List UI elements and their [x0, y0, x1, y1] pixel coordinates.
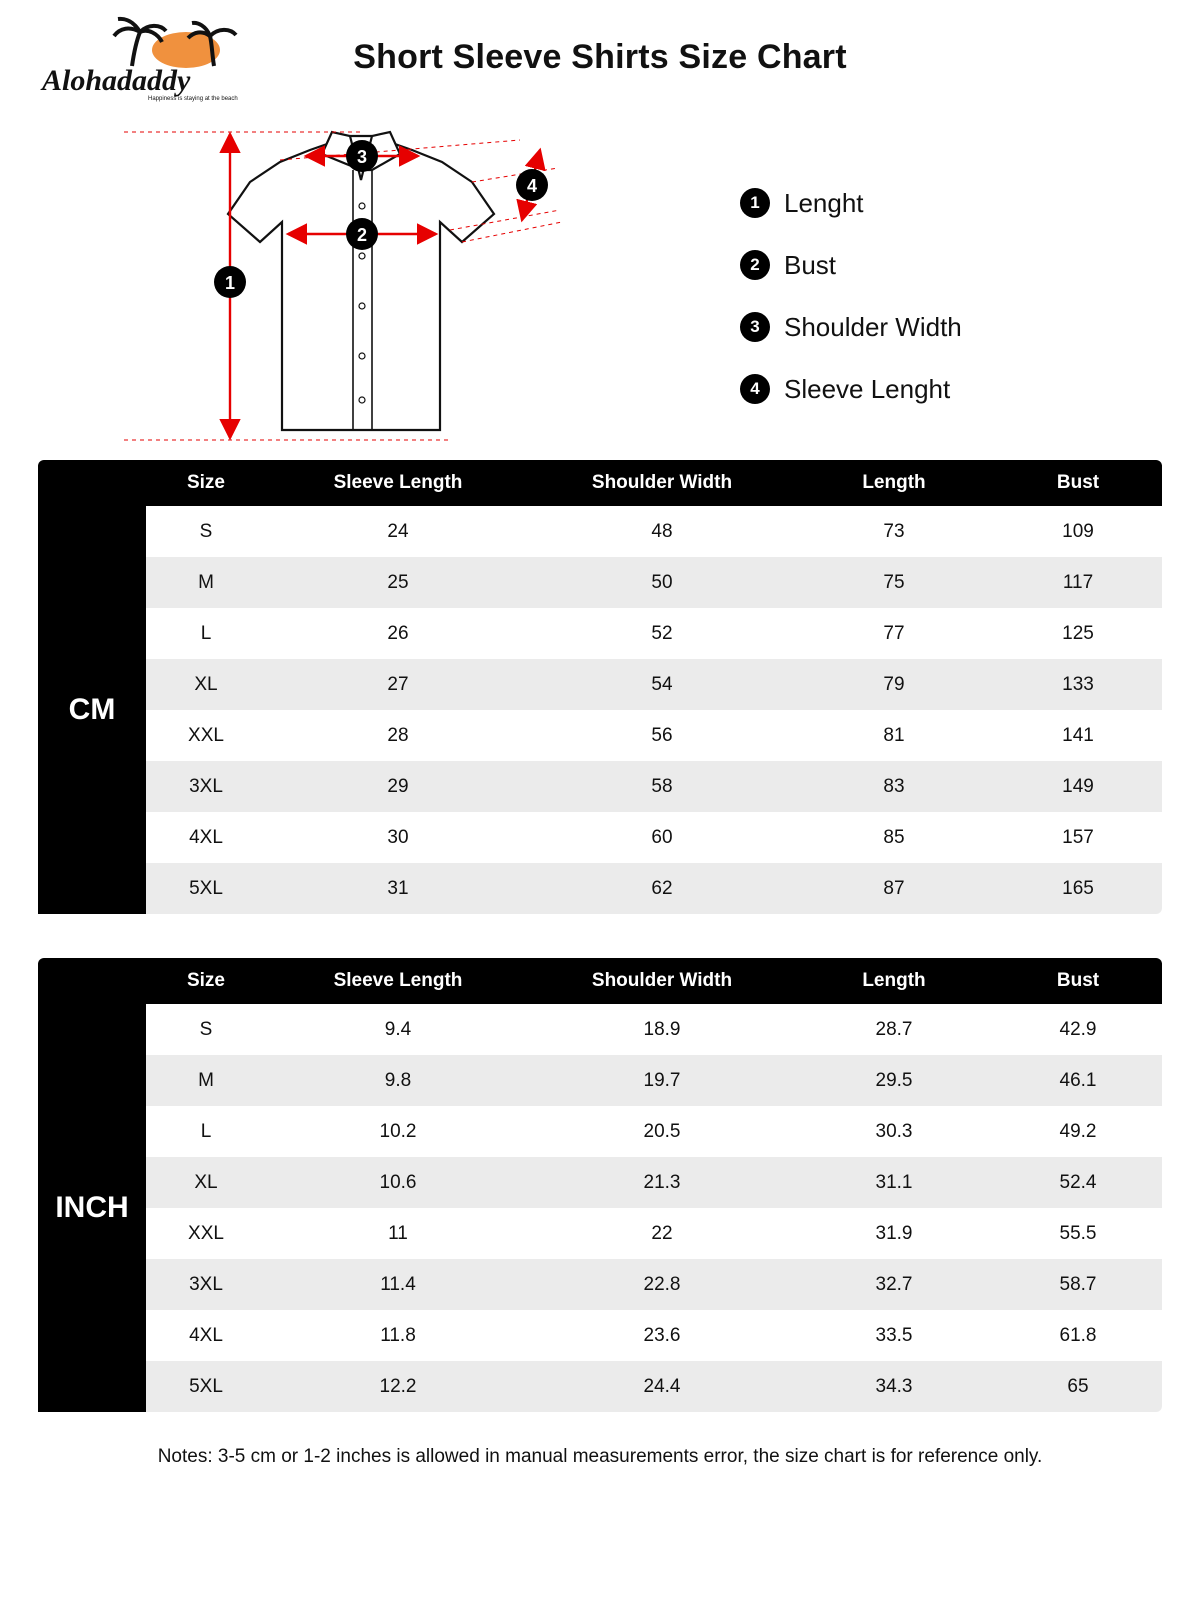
cell-length: 29.5 [794, 1055, 994, 1106]
legend-badge-1: 1 [740, 188, 770, 218]
cell-bust: 117 [994, 557, 1162, 608]
table-row [38, 1208, 1162, 1259]
table-header-row [38, 460, 1162, 506]
size-table-inch [38, 958, 1162, 1412]
cell-size: 3XL [146, 1259, 266, 1310]
legend-badge-4: 4 [740, 374, 770, 404]
svg-text:1: 1 [224, 273, 236, 293]
table-row [38, 557, 1162, 608]
svg-text:Happiness is staying at the be: Happiness is staying at the beach [148, 96, 238, 102]
table-row [38, 1310, 1162, 1361]
unit-cell-inch: INCH [38, 1004, 146, 1412]
cell-sleeve-length: 27 [266, 659, 530, 710]
cell-length: 75 [794, 557, 994, 608]
cell-length: 77 [794, 608, 994, 659]
size-table-cm [38, 460, 1162, 914]
legend-badge-2: 2 [740, 250, 770, 280]
cell-size: 4XL [146, 812, 266, 863]
column-header-sleeve-length: Sleeve Length [266, 460, 530, 506]
legend-badge-3: 3 [740, 312, 770, 342]
cell-bust: 165 [994, 863, 1162, 914]
cell-bust: 125 [994, 608, 1162, 659]
cell-sleeve-length: 12.2 [266, 1361, 530, 1412]
unit-cell-cm: CM [38, 506, 146, 914]
cell-shoulder-width: 52 [530, 608, 794, 659]
cell-length: 31.1 [794, 1157, 994, 1208]
cell-bust: 61.8 [994, 1310, 1162, 1361]
table-row [38, 1055, 1162, 1106]
cell-sleeve-length: 26 [266, 608, 530, 659]
cell-shoulder-width: 50 [530, 557, 794, 608]
cell-size: L [146, 608, 266, 659]
cell-sleeve-length: 24 [266, 506, 530, 557]
table-row [38, 812, 1162, 863]
cell-bust: 109 [994, 506, 1162, 557]
cell-sleeve-length: 30 [266, 812, 530, 863]
legend-label-2: Bust [784, 249, 837, 280]
svg-text:4: 4 [526, 176, 538, 196]
table-header-row [38, 958, 1162, 1004]
cell-sleeve-length: 31 [266, 863, 530, 914]
cell-bust: 133 [994, 659, 1162, 710]
cell-size: 3XL [146, 761, 266, 812]
cell-size: M [146, 557, 266, 608]
legend-label-4: Sleeve Lenght [784, 373, 951, 404]
cell-size: S [146, 506, 266, 557]
cell-size: S [146, 1004, 266, 1055]
cell-bust: 55.5 [994, 1208, 1162, 1259]
cell-length: 28.7 [794, 1004, 994, 1055]
column-header-length: Length [794, 958, 994, 1004]
cell-length: 81 [794, 710, 994, 761]
cell-shoulder-width: 54 [530, 659, 794, 710]
cell-sleeve-length: 28 [266, 710, 530, 761]
cell-size: XXL [146, 710, 266, 761]
cell-shoulder-width: 21.3 [530, 1157, 794, 1208]
table-row [38, 1259, 1162, 1310]
cell-shoulder-width: 48 [530, 506, 794, 557]
table-row [38, 608, 1162, 659]
cell-bust: 49.2 [994, 1106, 1162, 1157]
shirt-illustration [110, 110, 630, 460]
cell-size: 5XL [146, 1361, 266, 1412]
cell-length: 79 [794, 659, 994, 710]
cell-sleeve-length: 11.8 [266, 1310, 530, 1361]
table-row [38, 659, 1162, 710]
cell-length: 34.3 [794, 1361, 994, 1412]
column-header-shoulder-width: Shoulder Width [530, 460, 794, 506]
svg-text:2: 2 [356, 225, 368, 245]
table-row [38, 1004, 1162, 1055]
cell-size: L [146, 1106, 266, 1157]
legend-label-1: Lenght [784, 187, 864, 218]
cell-size: 5XL [146, 863, 266, 914]
column-header-bust: Bust [994, 958, 1162, 1004]
cell-shoulder-width: 60 [530, 812, 794, 863]
footer-notes: Notes: 3-5 cm or 1-2 inches is allowed in manual measurements error, the size chart is for reference only. [157, 1446, 1043, 1467]
legend-item-shoulder-width [740, 296, 1140, 358]
cell-shoulder-width: 23.6 [530, 1310, 794, 1361]
cell-bust: 149 [994, 761, 1162, 812]
table-row [38, 1361, 1162, 1412]
cell-bust: 157 [994, 812, 1162, 863]
table-row [38, 863, 1162, 914]
cell-bust: 42.9 [994, 1004, 1162, 1055]
legend-item-length [740, 172, 1140, 234]
page-header [0, 0, 1200, 110]
table-row [38, 761, 1162, 812]
cell-length: 32.7 [794, 1259, 994, 1310]
unit-header-cm [38, 460, 146, 506]
column-header-shoulder-width: Shoulder Width [530, 958, 794, 1004]
column-header-size: Size [146, 460, 266, 506]
cell-size: XL [146, 659, 266, 710]
legend-label-3: Shoulder Width [784, 311, 962, 342]
cell-length: 85 [794, 812, 994, 863]
cell-shoulder-width: 58 [530, 761, 794, 812]
column-header-bust: Bust [994, 460, 1162, 506]
cell-sleeve-length: 11 [266, 1208, 530, 1259]
cell-length: 83 [794, 761, 994, 812]
cell-sleeve-length: 25 [266, 557, 530, 608]
svg-text:3: 3 [356, 147, 368, 167]
cell-size: 4XL [146, 1310, 266, 1361]
table-row [38, 710, 1162, 761]
diagram-legend [740, 172, 1140, 420]
column-header-sleeve-length: Sleeve Length [266, 958, 530, 1004]
cell-sleeve-length: 9.4 [266, 1004, 530, 1055]
column-header-size: Size [146, 958, 266, 1004]
cell-sleeve-length: 29 [266, 761, 530, 812]
legend-item-bust [740, 234, 1140, 296]
legend-item-sleeve-length [740, 358, 1140, 420]
cell-bust: 58.7 [994, 1259, 1162, 1310]
column-header-length: Length [794, 460, 994, 506]
cm-table-block [38, 460, 1162, 914]
cell-size: XXL [146, 1208, 266, 1259]
cell-length: 31.9 [794, 1208, 994, 1259]
table-spacer [0, 914, 1200, 958]
cell-shoulder-width: 22 [530, 1208, 794, 1259]
cell-bust: 141 [994, 710, 1162, 761]
cell-bust: 52.4 [994, 1157, 1162, 1208]
cell-sleeve-length: 10.2 [266, 1106, 530, 1157]
cell-bust: 65 [994, 1361, 1162, 1412]
measurement-diagram [0, 110, 1200, 460]
cell-size: XL [146, 1157, 266, 1208]
cell-shoulder-width: 24.4 [530, 1361, 794, 1412]
cell-size: M [146, 1055, 266, 1106]
cell-shoulder-width: 22.8 [530, 1259, 794, 1310]
cell-length: 33.5 [794, 1310, 994, 1361]
inch-table-block [38, 958, 1162, 1412]
unit-header-inch [38, 958, 146, 1004]
cell-shoulder-width: 56 [530, 710, 794, 761]
cell-length: 30.3 [794, 1106, 994, 1157]
cell-length: 73 [794, 506, 994, 557]
table-row [38, 506, 1162, 557]
cell-bust: 46.1 [994, 1055, 1162, 1106]
cell-length: 87 [794, 863, 994, 914]
svg-text:Alohadaddy: Alohadaddy [42, 64, 191, 97]
cell-sleeve-length: 9.8 [266, 1055, 530, 1106]
table-row [38, 1157, 1162, 1208]
cell-shoulder-width: 20.5 [530, 1106, 794, 1157]
cell-sleeve-length: 11.4 [266, 1259, 530, 1310]
cell-sleeve-length: 10.6 [266, 1157, 530, 1208]
table-row [38, 1106, 1162, 1157]
cell-shoulder-width: 18.9 [530, 1004, 794, 1055]
cell-shoulder-width: 62 [530, 863, 794, 914]
cell-shoulder-width: 19.7 [530, 1055, 794, 1106]
page-title: Short Sleeve Shirts Size Chart [353, 38, 847, 76]
